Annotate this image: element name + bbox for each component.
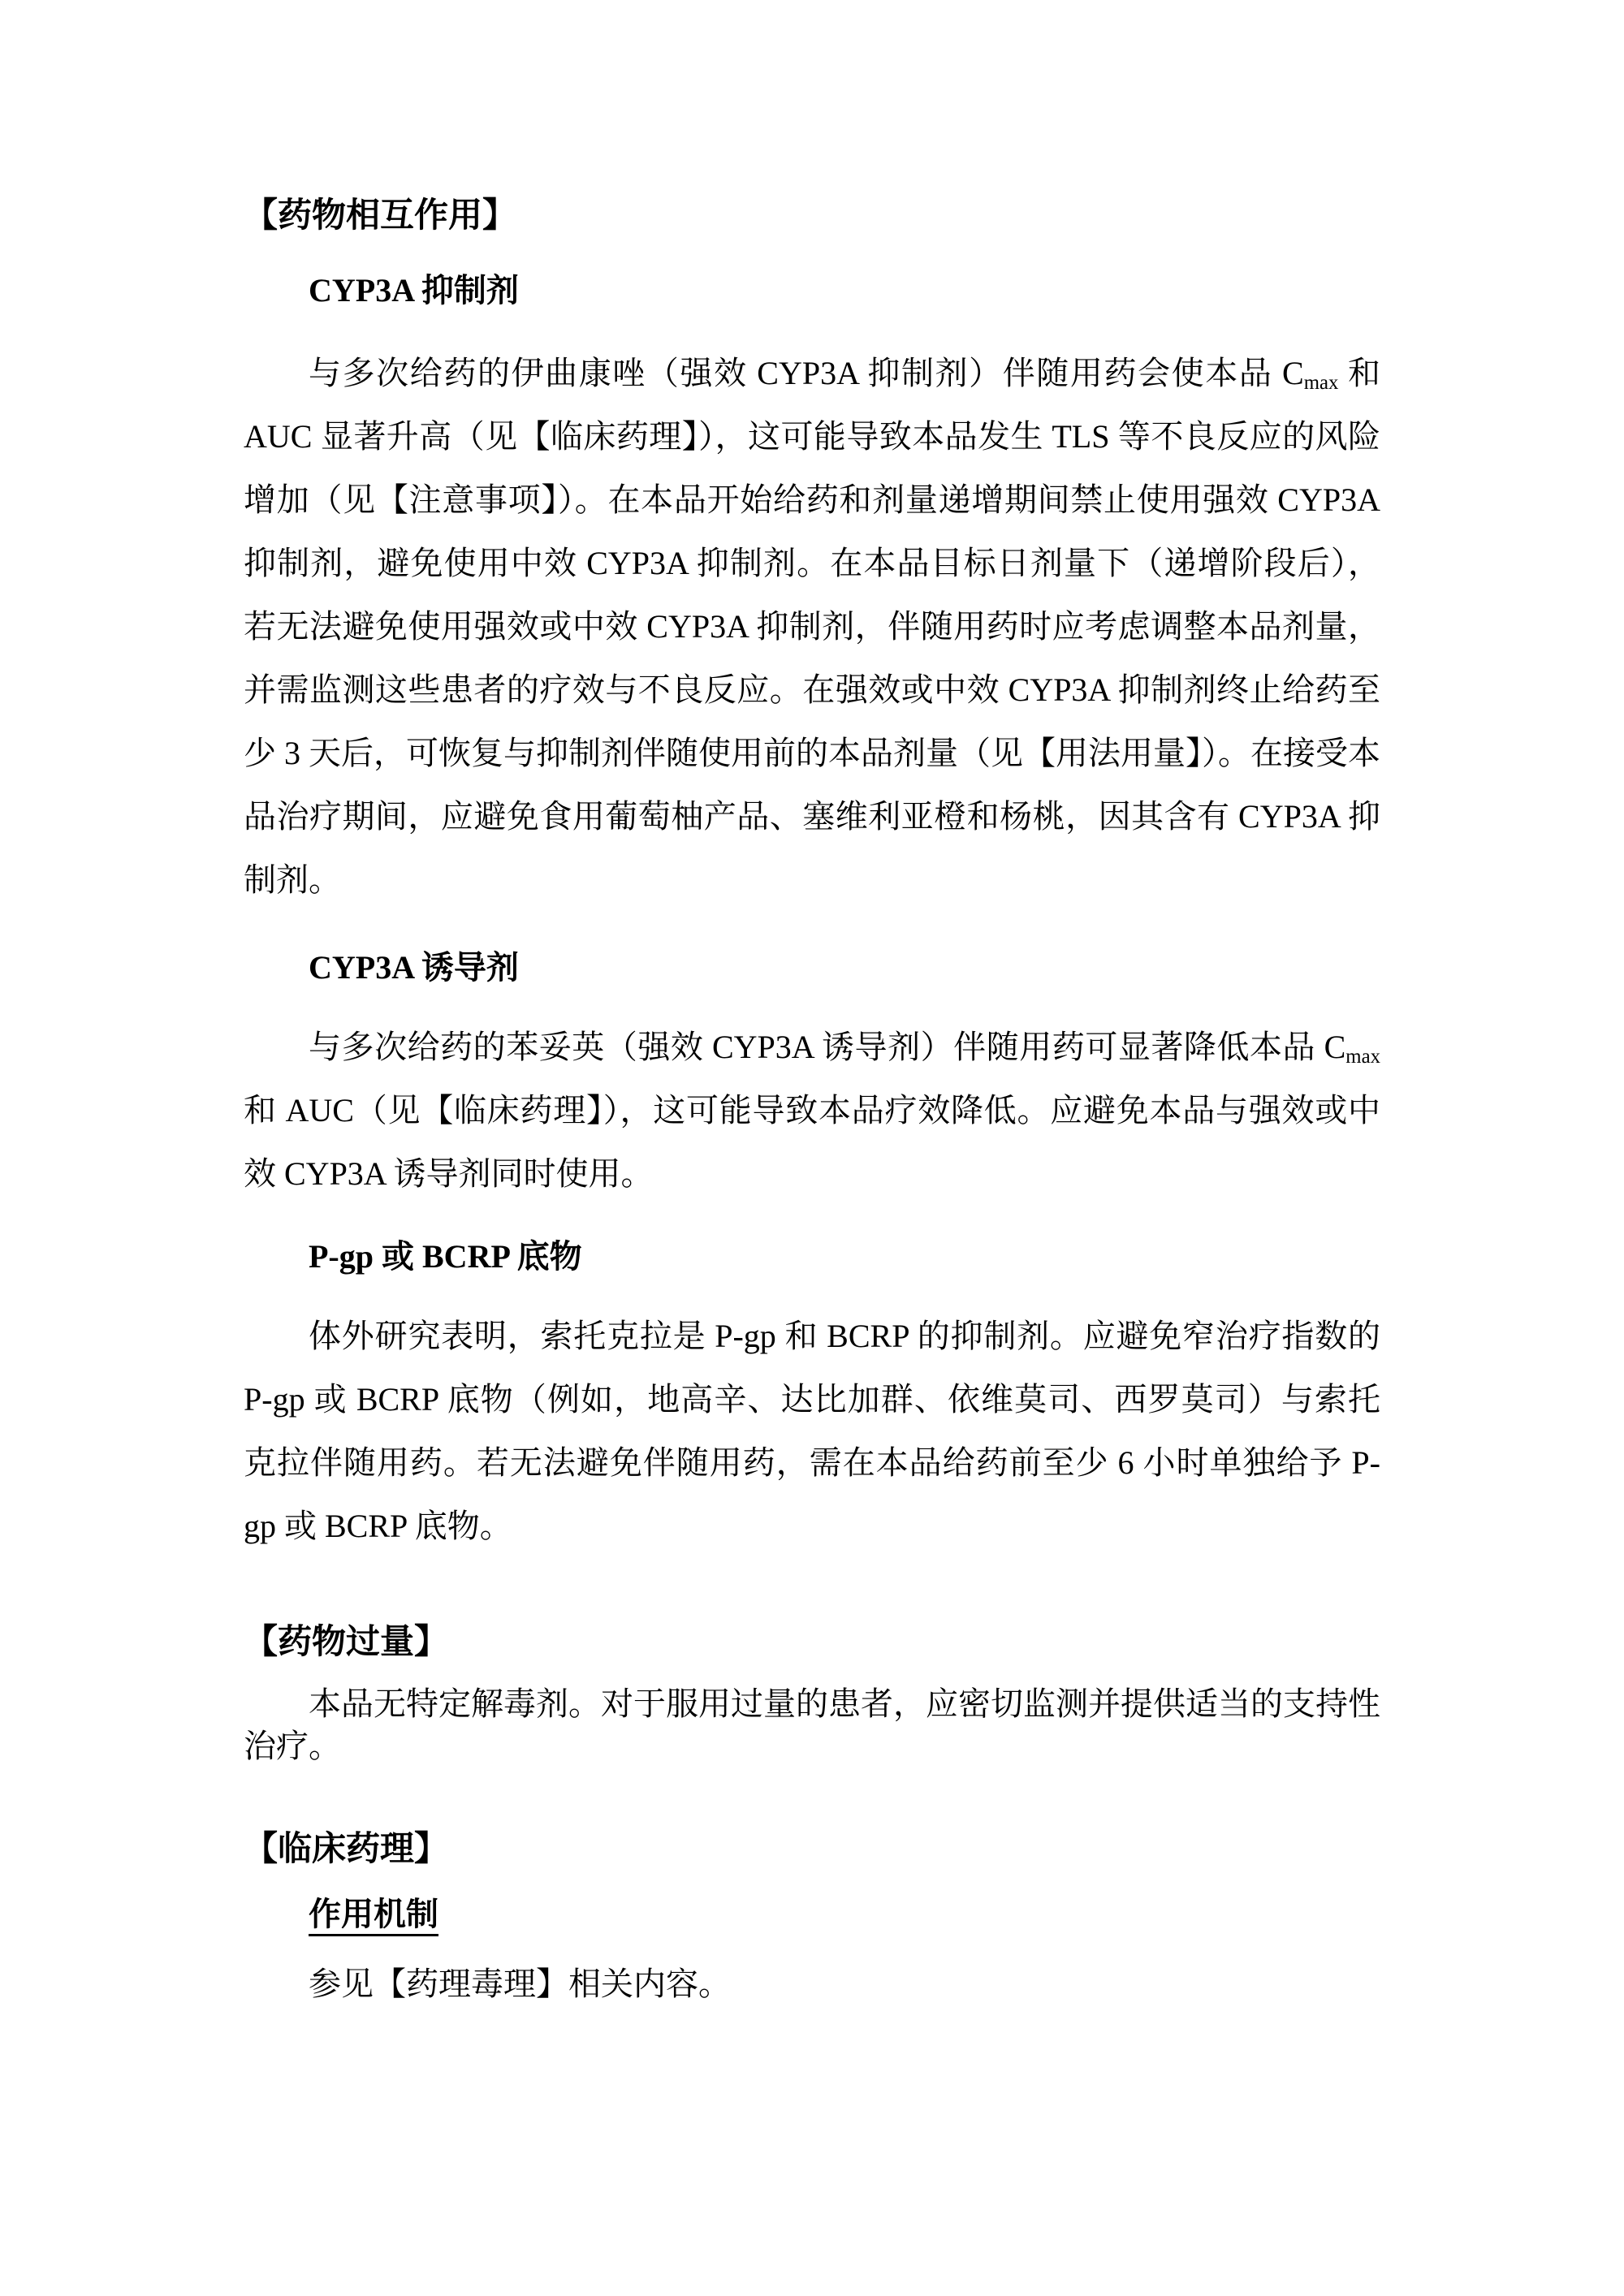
paragraph-cyp3a-inducers-text-before-subscript: 与多次给药的苯妥英（强效 CYP3A 诱导剂）伴随用药可显著降低本品 C	[309, 1029, 1346, 1065]
heading-overdose: 【药物过量】	[244, 1624, 449, 1661]
paragraph-cyp3a-inhibitors	[244, 342, 1380, 912]
paragraph-cyp3a-inducers-text-after-subscript: 和 AUC（见【临床药理】），这可能导致本品疗效降低。应避免本品与强效或中效 CYP3A 诱导剂同时使用。	[244, 1092, 1380, 1192]
paragraph-pgp-bcrp-substrates: 体外研究表明，索托克拉是 P-gp 和 BCRP 的抑制剂。应避免窄治疗指数的 P-gp 或 BCRP 底物（例如，地高辛、达比加群、依维莫司、西罗莫司）与索托克拉伴随用药。若无法避免伴随用药，需在本品给药前至少 6 小时单独给予 P-gp 或 BCRP 底物。	[244, 1318, 1380, 1544]
paragraph-cyp3a-inducers	[244, 1016, 1380, 1206]
cmax-subscript: max	[1345, 1046, 1380, 1068]
subheading-mechanism-of-action	[309, 1883, 1380, 1946]
paragraph-cyp3a-inhibitors-text-after-subscript: 和 AUC 显著升高（见【临床药理】），这可能导致本品发生 TLS 等不良反应的风险增加（见【注意事项】）。在本品开始给药和剂量递增期间禁止使用强效 CYP3A 抑制剂，避免使用中效 CYP3A 抑制剂。在本品目标日剂量下（递增阶段后），若无法避免使用强效或中效 CYP3A 抑制剂，伴随用药时应考虑调整本品剂量，并需监测这些患者的疗效与不良反应。在强效或中效 CYP3A 抑制剂终止给药至少 3 天后，可恢复与抑制剂伴随使用前的本品剂量（见【用法用量】）。在接受本品治疗期间，应避免食用葡萄柚产品、塞维利亚橙和杨桃，因其含有 CYP3A 抑制剂。	[244, 355, 1381, 898]
heading-drug-interactions: 【药物相互作用】	[244, 197, 517, 235]
subheading-cyp3a-inducers: CYP3A 诱导剂	[309, 949, 519, 986]
paragraph-mechanism-of-action: 参见【药理毒理】相关内容。	[309, 1966, 731, 2002]
heading-clinical-pharmacology: 【临床药理】	[244, 1831, 449, 1868]
subheading-pgp-bcrp-substrates: P-gp 或 BCRP 底物	[309, 1238, 582, 1275]
subheading-mechanism-of-action-text: 作用机制	[309, 1896, 438, 1936]
subheading-cyp3a-inhibitors: CYP3A 抑制剂	[309, 272, 519, 309]
cmax-subscript: max	[1303, 372, 1339, 395]
paragraph-overdose: 本品无特定解毒剂。对于服用过量的患者，应密切监测并提供适当的支持性治疗。	[244, 1685, 1380, 1764]
paragraph-cyp3a-inhibitors-text-before-subscript: 与多次给药的伊曲康唑（强效 CYP3A 抑制剂）伴随用药会使本品 C	[309, 355, 1304, 391]
